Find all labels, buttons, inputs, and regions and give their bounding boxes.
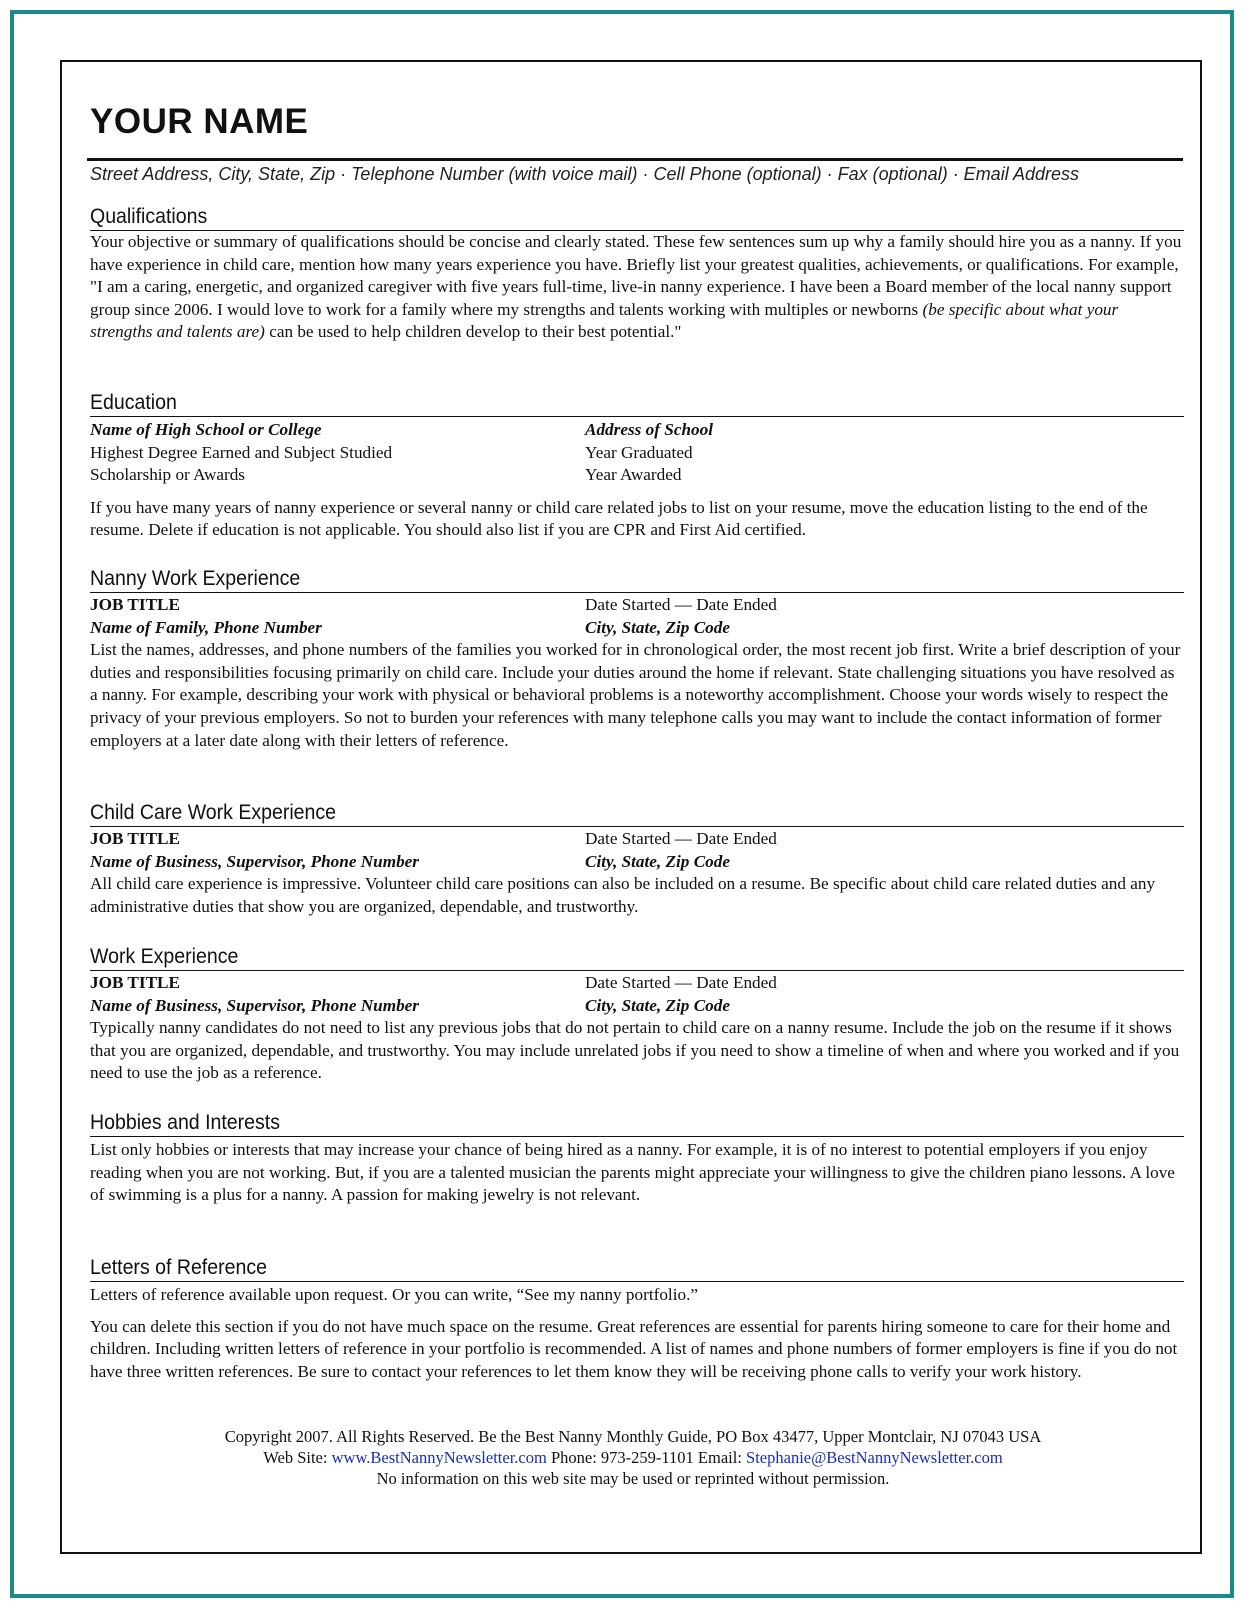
work-experience-heading: Work Experience: [90, 945, 239, 968]
year-awarded: Year Awarded: [585, 465, 682, 485]
degree: Highest Degree Earned and Subject Studied: [90, 442, 393, 462]
hobbies-section: [90, 1110, 1184, 1207]
education-note: If you have many years of nanny experience or several nanny or child care related jobs to list on your resume, move the education listing to the end of the resume. Delete if education is not applicable. You should also list if you are CPR and First Aid certified.: [90, 497, 1148, 540]
qualifications-section: [90, 204, 1184, 344]
footer: [62, 1426, 1204, 1489]
job-title: JOB TITLE: [90, 595, 180, 614]
employer: Name of Family, Phone Number: [90, 617, 322, 637]
resume-page: [60, 60, 1202, 1554]
location: City, State, Zip Code: [585, 617, 730, 637]
qualifications-heading: Qualifications: [90, 205, 208, 228]
awards: Scholarship or Awards: [90, 465, 245, 485]
education-row-awards: [90, 464, 1184, 487]
references-text-2: You can delete this section if you do not have much space on the resume. Great references are essential for parents hiring someone to care for their home and children. Including written letters of reference in your portfolio is recommended. A list of names and phone numbers of former employers is fine if you do not have three written references. Be sure to contact your references to let them know they will be receiving phone calls to verify your work history.: [90, 1316, 1178, 1381]
education-row-degree: [90, 442, 1184, 465]
location: City, State, Zip Code: [585, 851, 730, 871]
education-row-school: [90, 419, 1184, 442]
nanny-job-row: [90, 594, 1184, 617]
childcare-experience-section: [90, 800, 1184, 918]
resume-name: YOUR NAME: [90, 102, 309, 141]
year-graduated: Year Graduated: [585, 442, 693, 462]
work-experience-text: Typically nanny candidates do not need to list any previous jobs that do not pertain to child care on a nanny resume. Include the job on the resume if it shows that you are organized, dependable, and trustworthy. You may include unrelated jobs if you need to show a timeline of when and where you worked and if you need to use the job as a reference.: [90, 1018, 1180, 1083]
qualifications-text: Your objective or summary of qualifications should be concise and clearly stated. These few sentences sum up why a family should hire you as a nanny. If you have experience in child care, mention how many years experience you have. Briefly list your greatest qualities, achievements, or qualifications. For example, "I am a caring, energetic, and organized caregiver with five years full-time, live-in nanny experience. I have been a Board member of the local nanny support group since 2006. I would love to work for a family where my strengths and talents working with multiples or newborns (be specific about what your strengths and talents are) can be used to help children develop to their best potential.": [90, 232, 1182, 342]
employer: Name of Business, Supervisor, Phone Number: [90, 851, 419, 871]
job-dates: Date Started — Date Ended: [585, 595, 777, 614]
nanny-experience-text: List the names, addresses, and phone numbers of the families you worked for in chronological order, the most recent job first. Write a brief description of your duties and responsibilities focusing primarily on child care. Include your duties around the home if relevant. State challenging situations you have resolved as a nanny. For example, describing your work with physical or behavioral problems is a noteworthy accomplishment. Choose your words wisely to respect the privacy of your previous employers. So not to burden your references with many telephone calls you may want to include the contact information of former employers at a later date along with their letters of reference.: [90, 640, 1181, 750]
references-heading: Letters of Reference: [90, 1256, 267, 1279]
childcare-experience-heading: Child Care Work Experience: [90, 801, 337, 824]
email-link[interactable]: Stephanie@BestNannyNewsletter.com: [746, 1448, 1003, 1467]
website-link[interactable]: www.BestNannyNewsletter.com: [331, 1448, 547, 1467]
references-text-1: Letters of reference available upon request. Or you can write, “See my nanny portfolio.”: [90, 1285, 698, 1304]
work-job-row: [90, 972, 1184, 995]
job-title: JOB TITLE: [90, 829, 180, 848]
nanny-experience-section: [90, 566, 1184, 752]
childcare-employer-row: [90, 851, 1184, 874]
education-section: [90, 390, 1184, 542]
childcare-experience-text: All child care experience is impressive. Volunteer child care positions can also be included on a resume. Be specific about child care related duties and any administrative duties that show you are organized, dependable, and trustworthy.: [90, 874, 1156, 916]
footer-notice: No information on this web site may be used or reprinted without permission.: [376, 1469, 890, 1488]
location: City, State, Zip Code: [585, 995, 730, 1015]
work-employer-row: [90, 995, 1184, 1018]
contact-line: Street Address, City, State, Zip · Telephone Number (with voice mail) · Cell Phone (optional) · Fax (optional) · Email Address: [90, 164, 1080, 184]
footer-contact: Web Site: www.BestNannyNewsletter.com Phone: 973-259-1101 Email: Stephanie@BestNannyNewsletter.com: [263, 1448, 1003, 1467]
references-section: [90, 1255, 1184, 1383]
job-dates: Date Started — Date Ended: [585, 829, 777, 848]
childcare-job-row: [90, 828, 1184, 851]
hobbies-text: List only hobbies or interests that may increase your chance of being hired as a nanny. For example, it is of no interest to potential employers if you enjoy reading when you are not working. But, if you are a talented musician the parents might appreciate your willingness to give the children piano lessons. A love of swimming is a plus for a nanny. A passion for making jewelry is not relevant.: [90, 1140, 1175, 1205]
nanny-experience-heading: Nanny Work Experience: [90, 567, 301, 590]
school-name: Name of High School or College: [90, 420, 322, 439]
education-heading: Education: [90, 391, 177, 414]
school-address: Address of School: [585, 420, 713, 439]
footer-copyright: Copyright 2007. All Rights Reserved. Be the Best Nanny Monthly Guide, PO Box 43477, Upper Montclair, NJ 07043 USA: [224, 1427, 1042, 1446]
job-dates: Date Started — Date Ended: [585, 973, 777, 992]
nanny-employer-row: [90, 617, 1184, 640]
name-divider: [87, 158, 1183, 161]
employer: Name of Business, Supervisor, Phone Number: [90, 995, 419, 1015]
work-experience-section: [90, 944, 1184, 1085]
job-title: JOB TITLE: [90, 973, 180, 992]
hobbies-heading: Hobbies and Interests: [90, 1111, 280, 1134]
qualifications-italic-note: (be specific about what your strengths and talents are): [90, 299, 1119, 342]
